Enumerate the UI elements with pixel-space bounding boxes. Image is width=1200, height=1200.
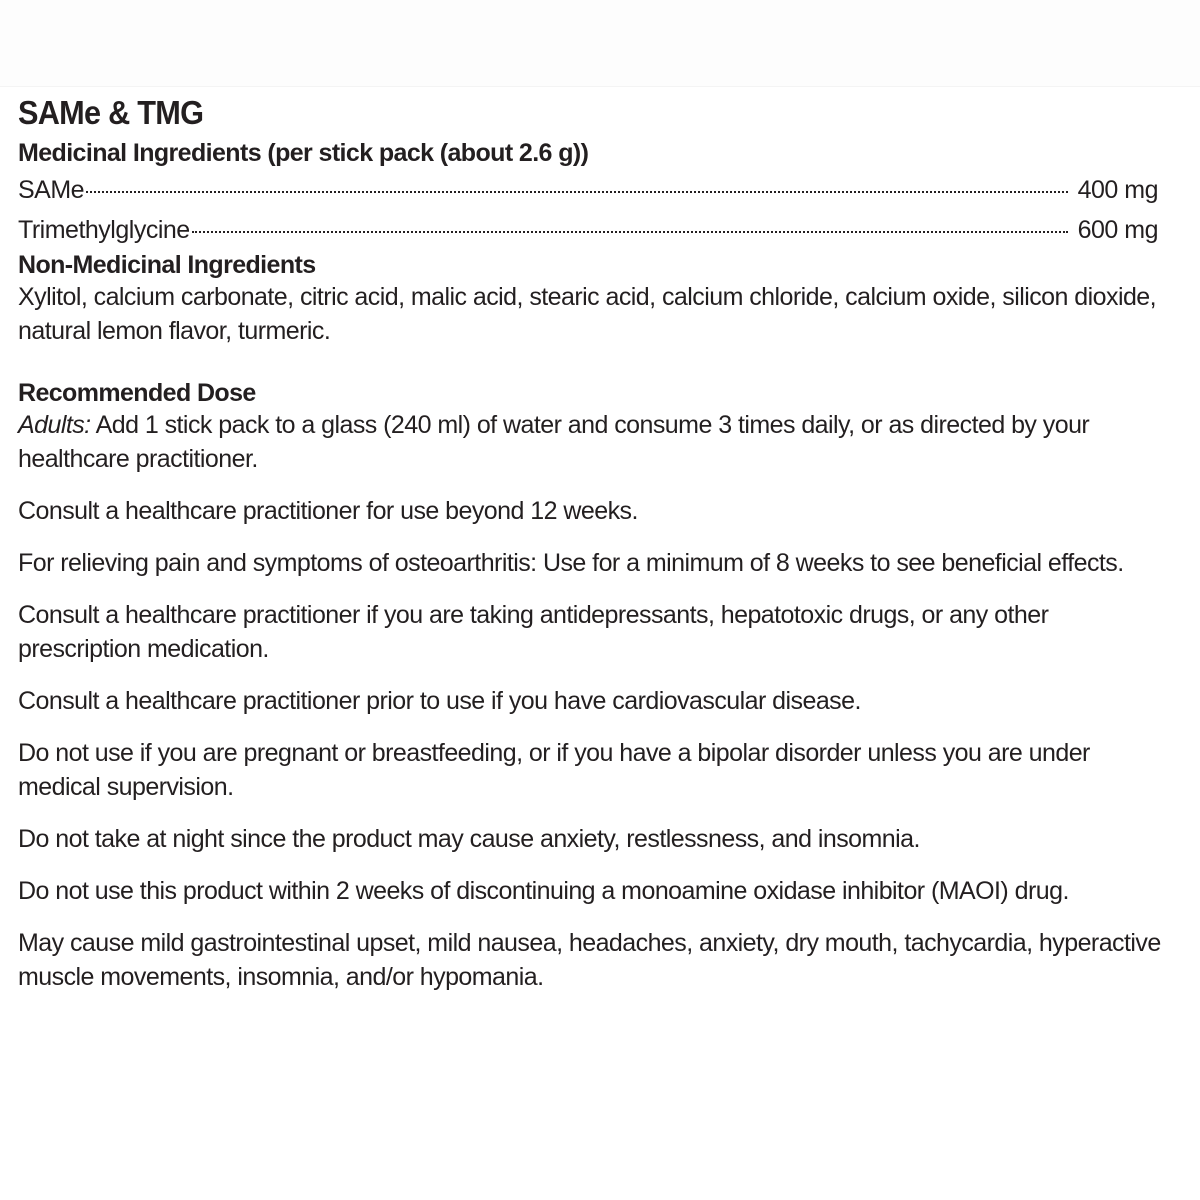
product-title: SAMe & TMG <box>18 94 204 131</box>
recommended-dose-heading: Recommended Dose <box>18 379 256 407</box>
warning-text: Do not use if you are pregnant or breastfeeding, or if you have a bipolar disorder unless you are under medical supervision. <box>18 739 1090 801</box>
adults-instructions: Add 1 stick pack to a glass (240 ml) of water and consume 3 times daily, or as directed by your healthcare practitioner. <box>18 411 1090 473</box>
ingredient-amount: 400 mg <box>1077 176 1158 204</box>
adults-label: Adults: <box>18 411 91 439</box>
warning-text: Consult a healthcare practitioner prior to use if you have cardiovascular disease. <box>18 687 861 715</box>
non-medicinal-ingredients-heading: Non-Medicinal Ingredients <box>18 251 316 279</box>
ingredient-row-tmg <box>18 210 1158 250</box>
top-header-band <box>0 0 1200 87</box>
warning-text: Consult a healthcare practitioner if you are taking antidepressants, hepatotoxic drugs, or any other prescription medication. <box>18 601 1049 663</box>
ingredient-name: Trimethylglycine <box>18 216 190 244</box>
warning-text: For relieving pain and symptoms of osteoarthritis: Use for a minimum of 8 weeks to see beneficial effects. <box>18 549 1124 577</box>
warning-text: Do not use this product within 2 weeks of discontinuing a monoamine oxidase inhibitor (MAOI) drug. <box>18 877 1069 905</box>
warning-text: May cause mild gastrointestinal upset, mild nausea, headaches, anxiety, dry mouth, tachycardia, hyperactive muscle movements, insomnia, and/or hypomania. <box>18 929 1161 991</box>
adults-dose-text <box>18 408 1168 476</box>
product-label <box>18 94 1168 994</box>
medicinal-ingredients-heading: Medicinal Ingredients (per stick pack (about 2.6 g)) <box>18 139 589 167</box>
non-medicinal-ingredients-text: Xylitol, calcium carbonate, citric acid, malic acid, stearic acid, calcium chloride, calcium oxide, silicon dioxide, natural lemon flavor, turmeric. <box>18 283 1157 345</box>
ingredient-name: SAMe <box>18 176 85 204</box>
dot-leader <box>192 231 1068 233</box>
ingredient-amount: 600 mg <box>1077 216 1158 244</box>
ingredient-row-same <box>18 170 1158 210</box>
warning-text: Consult a healthcare practitioner for use beyond 12 weeks. <box>18 497 638 525</box>
dot-leader <box>86 191 1068 193</box>
warning-text: Do not take at night since the product may cause anxiety, restlessness, and insomnia. <box>18 825 920 853</box>
